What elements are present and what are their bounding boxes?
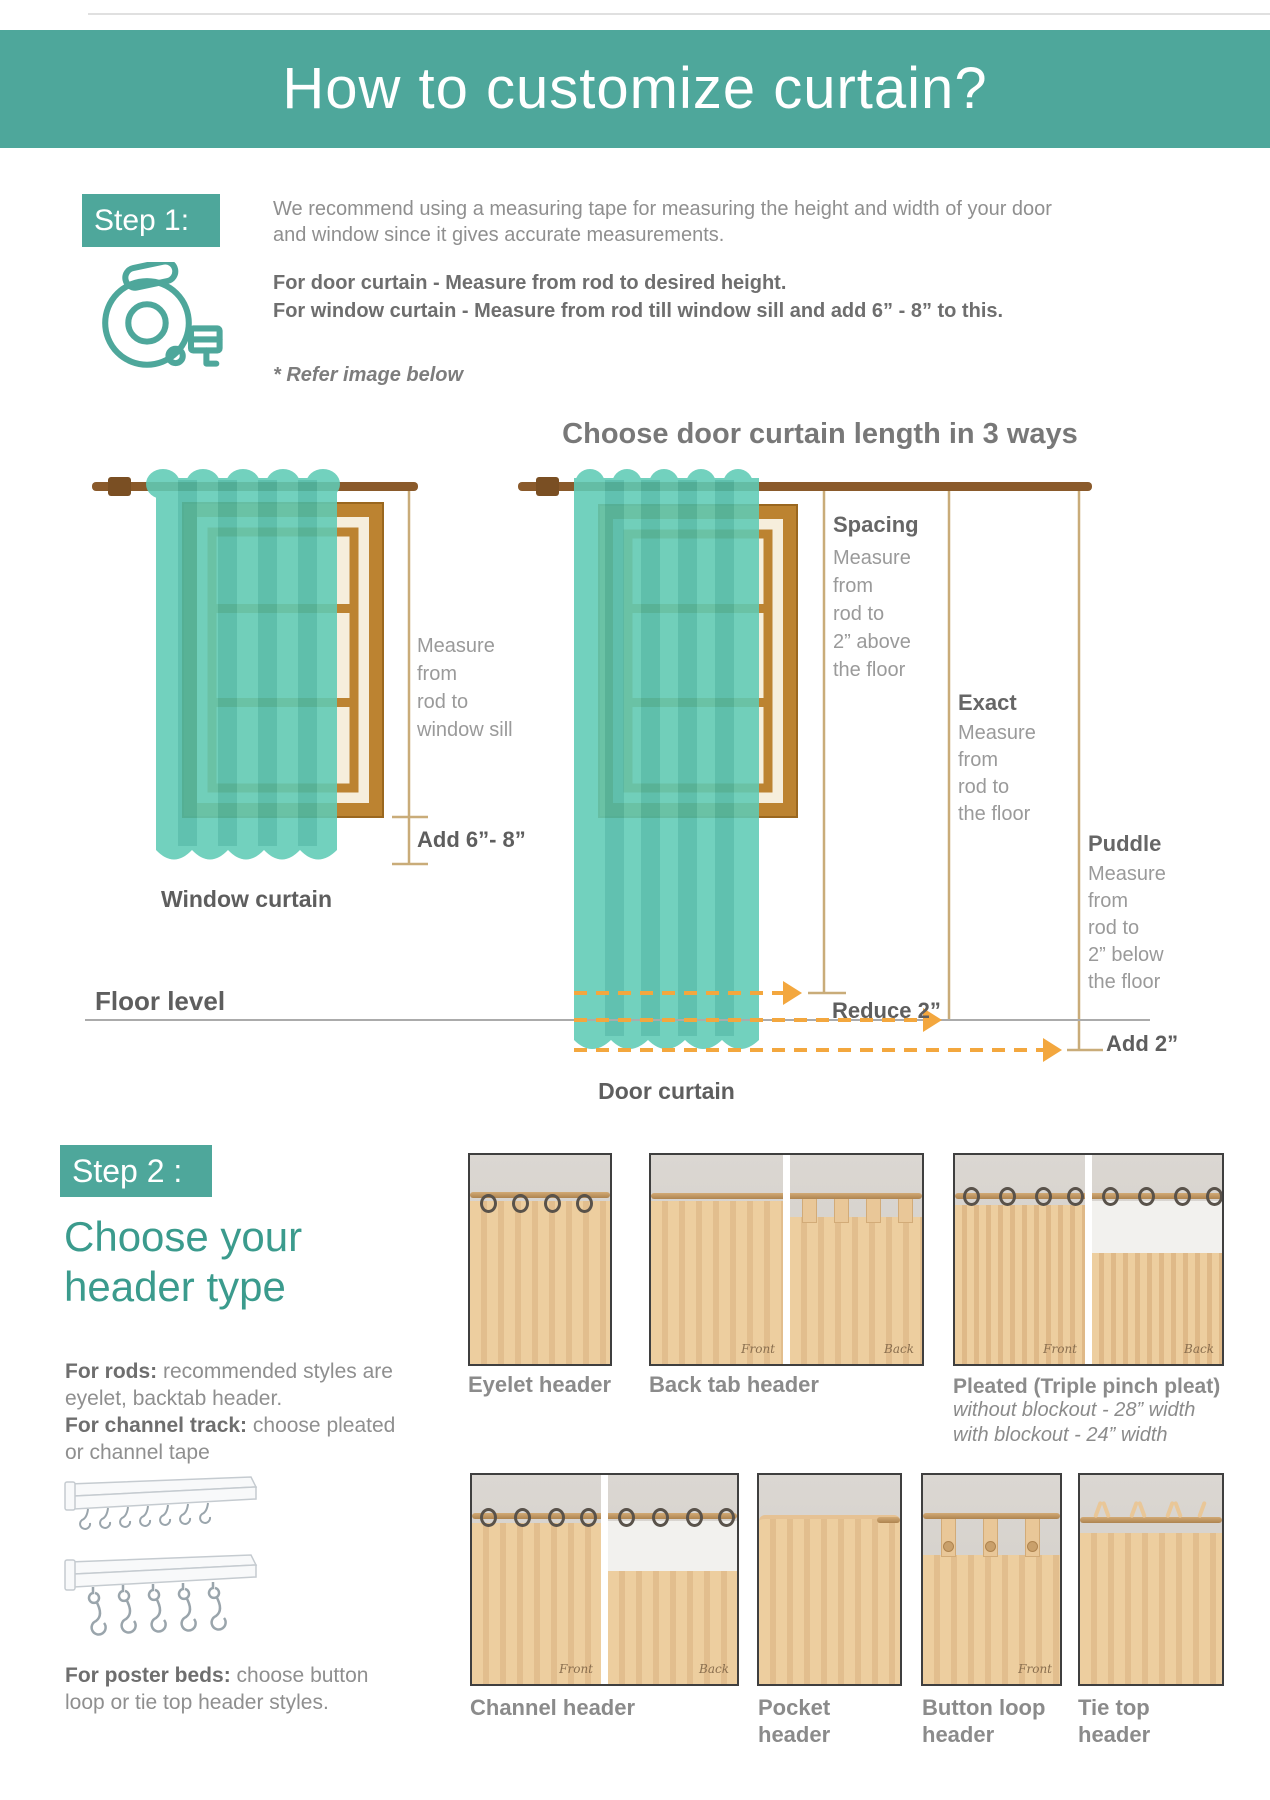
blockout-strip [1092, 1201, 1222, 1253]
window-measure-note: Measure from rod to window sill [417, 635, 513, 741]
step1-intro: We recommend using a measuring tape for measuring the height and width of your door and window since it gives accurate measurements. [273, 198, 1052, 246]
step2-poster-text: For poster beds: choose button loop or tie top header styles. [65, 1664, 369, 1714]
door-caption: Door curtain [598, 1078, 735, 1104]
tie [1173, 1501, 1183, 1518]
option-puddle: Puddle Measure from rod to 2” below the floor [1088, 831, 1166, 993]
step1-label: Step 1: [94, 204, 190, 237]
page-title: How to customize curtain? [282, 56, 988, 121]
step2-heading-line1: Choose your [64, 1213, 303, 1260]
front-signature: Front [1018, 1662, 1052, 1676]
option-spacing: Spacing Measure from rod to 2” above the floor [833, 512, 919, 681]
step2-channel-text: For channel track: choose pleated or channel tape [65, 1414, 396, 1464]
channel-header-photo [470, 1473, 739, 1686]
rod [923, 1513, 1060, 1519]
floor-label: Floor level [95, 986, 226, 1016]
button-loop-label: Button loop header [922, 1695, 1046, 1747]
add2-label: Add 2” [1106, 1031, 1179, 1056]
step2-heading-line2: header type [64, 1263, 286, 1310]
front-signature: Front [559, 1662, 593, 1676]
option-exact: Exact Measure from rod to the floor [958, 690, 1036, 825]
step2-rods-text: For rods: recommended styles are eyelet, backtab header. [65, 1360, 393, 1410]
eyelet-label: Eyelet header [468, 1372, 612, 1397]
window-curtain-graphic [146, 469, 340, 860]
rod [877, 1517, 900, 1523]
eyelet-ring [544, 1194, 561, 1213]
step1-window-rule: For window curtain - Measure from rod till window sill and add 6” - 8” to this. [273, 300, 1004, 322]
step2-label: Step 2 : [72, 1153, 183, 1189]
eyelet-ring [480, 1194, 497, 1213]
pleated-sub1: without blockout - 28” width [953, 1399, 1196, 1421]
button [943, 1541, 954, 1552]
backtab-header-photo [649, 1153, 924, 1366]
button [985, 1541, 996, 1552]
step1-door-rule: For door curtain - Measure from rod to desired height. [273, 272, 787, 294]
front-signature: Front [1043, 1342, 1077, 1356]
pocket-header-photo [757, 1473, 902, 1686]
tie [1197, 1501, 1207, 1518]
step1-note: * Refer image below [273, 364, 464, 386]
back-signature: Back [699, 1662, 729, 1676]
button-loop-header-photo [921, 1473, 1062, 1686]
back-signature: Back [884, 1342, 914, 1356]
pocket-label: Pocket header [758, 1695, 831, 1747]
step2-badge [60, 1145, 212, 1197]
front-signature: Front [741, 1342, 775, 1356]
window-caption: Window curtain [160, 886, 332, 912]
pleated-header-photo [953, 1153, 1224, 1366]
channel-track-icon [63, 1474, 263, 1544]
button [1027, 1541, 1038, 1552]
pleated-label: Pleated (Triple pinch pleat) [953, 1375, 1221, 1398]
eyelet-ring [512, 1194, 529, 1213]
tie-top-header-photo [1078, 1473, 1224, 1686]
tie [1137, 1501, 1147, 1518]
diagram-title: Choose door curtain length in 3 ways [562, 418, 1078, 450]
window-add-label: Add 6”- 8” [417, 827, 526, 852]
rod [1080, 1517, 1222, 1523]
eyelet-ring [576, 1194, 593, 1213]
blockout-strip [608, 1521, 737, 1571]
back-signature: Back [1184, 1342, 1214, 1356]
channel-label: Channel header [470, 1695, 636, 1720]
pleated-sub2: with blockout - 24” width [953, 1424, 1168, 1446]
tie-top-label: Tie top header [1078, 1695, 1151, 1747]
channel-track-hooks-icon [63, 1550, 263, 1654]
door-curtain-graphic [574, 469, 759, 1049]
eyelet-header-photo [468, 1153, 612, 1366]
reduce-label: Reduce 2” [832, 998, 941, 1023]
tie [1101, 1501, 1111, 1518]
backtab-label: Back tab header [649, 1372, 819, 1397]
